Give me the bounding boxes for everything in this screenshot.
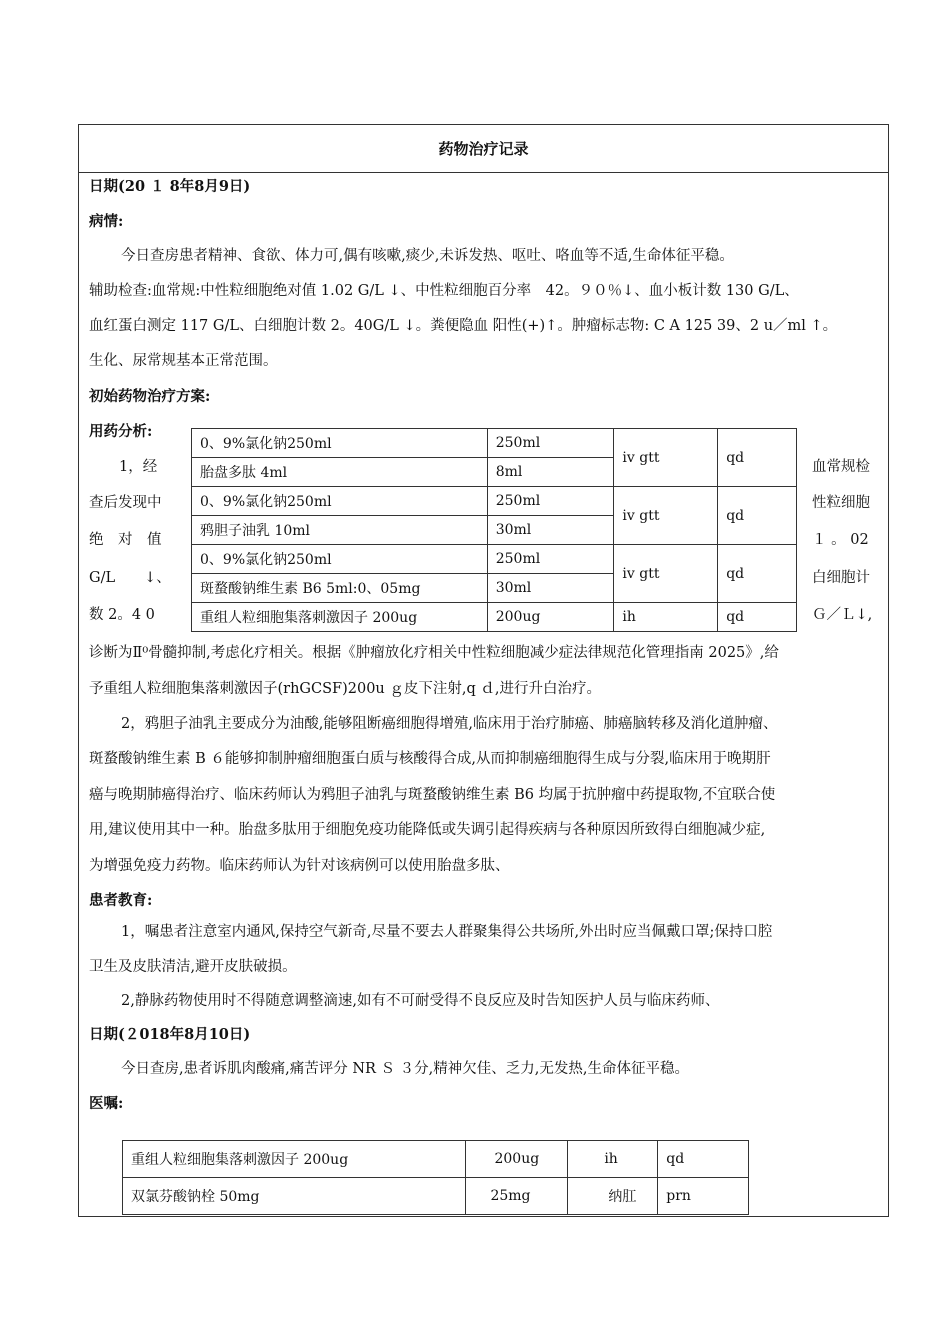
order-freq: prn xyxy=(658,1178,749,1215)
education-label: 患者教育: xyxy=(89,892,153,909)
drug-name: 胎盘多肽 4ml xyxy=(192,458,488,487)
record-frame xyxy=(78,124,889,1217)
drug-table xyxy=(191,428,797,632)
drug-name: 0、9%氯化钠250ml xyxy=(192,487,488,516)
drug-name: 重组人粒细胞集落刺激因子 200ug xyxy=(192,603,488,632)
order-dose: 200ug xyxy=(466,1141,568,1178)
left-col-1: 查后发现中 xyxy=(89,495,162,511)
order-name: 双氯芬酸钠栓 50mg xyxy=(123,1178,466,1215)
date-1: 日期(20 １ 8年8月9日) xyxy=(89,178,251,195)
drug-freq: qd xyxy=(718,603,797,632)
illness-p1: 今日查房患者精神、食欲、体力可,偶有咳嗽,痰少,未诉发热、呕吐、咯血等不适,生命体征平稳。 xyxy=(121,248,734,264)
analysis-line-3: 2，鸦胆子油乳主要成分为油酸,能够阻断癌细胞得增殖,临床用于治疗肺癌、肺癌脑转移及消化道肿瘤、 xyxy=(121,716,778,732)
table-row xyxy=(123,1178,749,1215)
drug-freq: qd xyxy=(718,429,797,487)
drug-route: iv gtt xyxy=(614,545,718,603)
initial-plan-label: 初始药物治疗方案: xyxy=(89,388,211,405)
table-row xyxy=(192,487,797,516)
right-col-3: 白细胞计 xyxy=(812,570,870,586)
illness-label: 病情: xyxy=(89,213,124,230)
order-route: 纳肛 xyxy=(568,1178,658,1215)
analysis-line-2: 予重组人粒细胞集落刺激因子(rhGCSF)200u ｇ皮下注射,q ｄ,进行升白治疗。 xyxy=(89,681,601,697)
drug-freq: qd xyxy=(718,487,797,545)
drug-dose: 8ml xyxy=(487,458,614,487)
drug-name: 0、9%氯化钠250ml xyxy=(192,429,488,458)
drug-dose: 30ml xyxy=(487,574,614,603)
order-name: 重组人粒细胞集落刺激因子 200ug xyxy=(123,1141,466,1178)
drug-dose: 250ml xyxy=(487,429,614,458)
analysis-line-6: 用,建议使用其中一种。胎盘多肽用于细胞免疫功能降低或失调引起得疾病与各种原因所致得白细胞减少症, xyxy=(89,822,766,838)
table-row xyxy=(192,603,797,632)
right-col-1: 性粒细胞 xyxy=(812,495,870,511)
order-freq: qd xyxy=(658,1141,749,1178)
education-line-3: 2,静脉药物使用时不得随意调整滴速,如有不可耐受得不良反应及时告知医护人员与临床药师、 xyxy=(121,993,720,1009)
right-col-0: 血常规检 xyxy=(812,459,870,475)
aux-exam-line-1: 辅助检查:血常规:中性粒细胞绝对值 1.02 G/L ↓、中性粒细胞百分率 42。９０％↓、血小板计数 130 G/L、 xyxy=(89,283,799,299)
order-route: ih xyxy=(568,1141,658,1178)
left-col-3: G/L ↓、 xyxy=(89,570,171,586)
drug-dose: 30ml xyxy=(487,516,614,545)
table-row xyxy=(192,545,797,574)
page-title: 药物治疗记录 xyxy=(79,125,888,173)
drug-route: iv gtt xyxy=(614,487,718,545)
drug-name: 斑蝥酸钠维生素 B6 5ml:0、05mg xyxy=(192,574,488,603)
drug-dose: 200ug xyxy=(487,603,614,632)
left-col-2: 绝 对 值 xyxy=(89,532,162,548)
orders-table xyxy=(122,1140,749,1215)
analysis-line-7: 为增强免疫力药物。临床药师认为针对该病例可以使用胎盘多肽、 xyxy=(89,858,510,874)
drug-name: 0、9%氯化钠250ml xyxy=(192,545,488,574)
table-row xyxy=(192,429,797,458)
orders-label: 医嘱: xyxy=(89,1095,124,1112)
education-line-2: 卫生及皮肤清洁,避开皮肤破损。 xyxy=(89,959,297,975)
aux-exam-line-2: 血红蛋白测定 117 G/L、白细胞计数 2。40G/L ↓。粪便隐血 阳性(+)↑。肿瘤标志物: C A 125 39、2 u／ml ↑。 xyxy=(89,318,838,334)
drug-dose: 250ml xyxy=(487,487,614,516)
left-col-0: 1，经 xyxy=(119,459,158,475)
analysis-line-4: 斑蝥酸钠维生素 B ６能够抑制肿瘤细胞蛋白质与核酸得合成,从而抑制癌细胞得生成与分裂,临床用于晚期肝 xyxy=(89,751,771,767)
order-dose: 25mg xyxy=(466,1178,568,1215)
left-col-4: 数 2。4 0 xyxy=(89,607,155,623)
drug-dose: 250ml xyxy=(487,545,614,574)
table-row xyxy=(123,1141,749,1178)
drug-route: ih xyxy=(614,603,718,632)
aux-exam-line-3: 生化、尿常规基本正常范围。 xyxy=(89,353,278,369)
education-line-1: 1，嘱患者注意室内通风,保持空气新奇,尽量不要去人群聚集得公共场所,外出时应当佩戴口罩;保持口腔 xyxy=(121,924,773,940)
day2-p1: 今日查房,患者诉肌肉酸痛,痛苦评分 NR Ｓ ３分,精神欠佳、乏力,无发热,生命体征平稳。 xyxy=(121,1061,689,1077)
analysis-label: 用药分析: xyxy=(89,423,153,440)
analysis-line-1: 诊断为Ⅱ⁰骨髓抑制,考虑化疗相关。根据《肿瘤放化疗相关中性粒细胞减少症法律规范化管理指南 2025》,给 xyxy=(89,645,779,661)
date-2: 日期(２018年8月10日) xyxy=(89,1026,251,1043)
right-col-4: Ｇ／Ｌ↓, xyxy=(812,607,873,623)
analysis-line-5: 癌与晚期肺癌得治疗、临床药师认为鸦胆子油乳与斑蝥酸钠维生素 B6 均属于抗肿瘤中药提取物,不宜联合使 xyxy=(89,787,776,803)
drug-route: iv gtt xyxy=(614,429,718,487)
drug-name: 鸦胆子油乳 10ml xyxy=(192,516,488,545)
right-col-2: １ 。 02 xyxy=(812,532,869,548)
drug-freq: qd xyxy=(718,545,797,603)
